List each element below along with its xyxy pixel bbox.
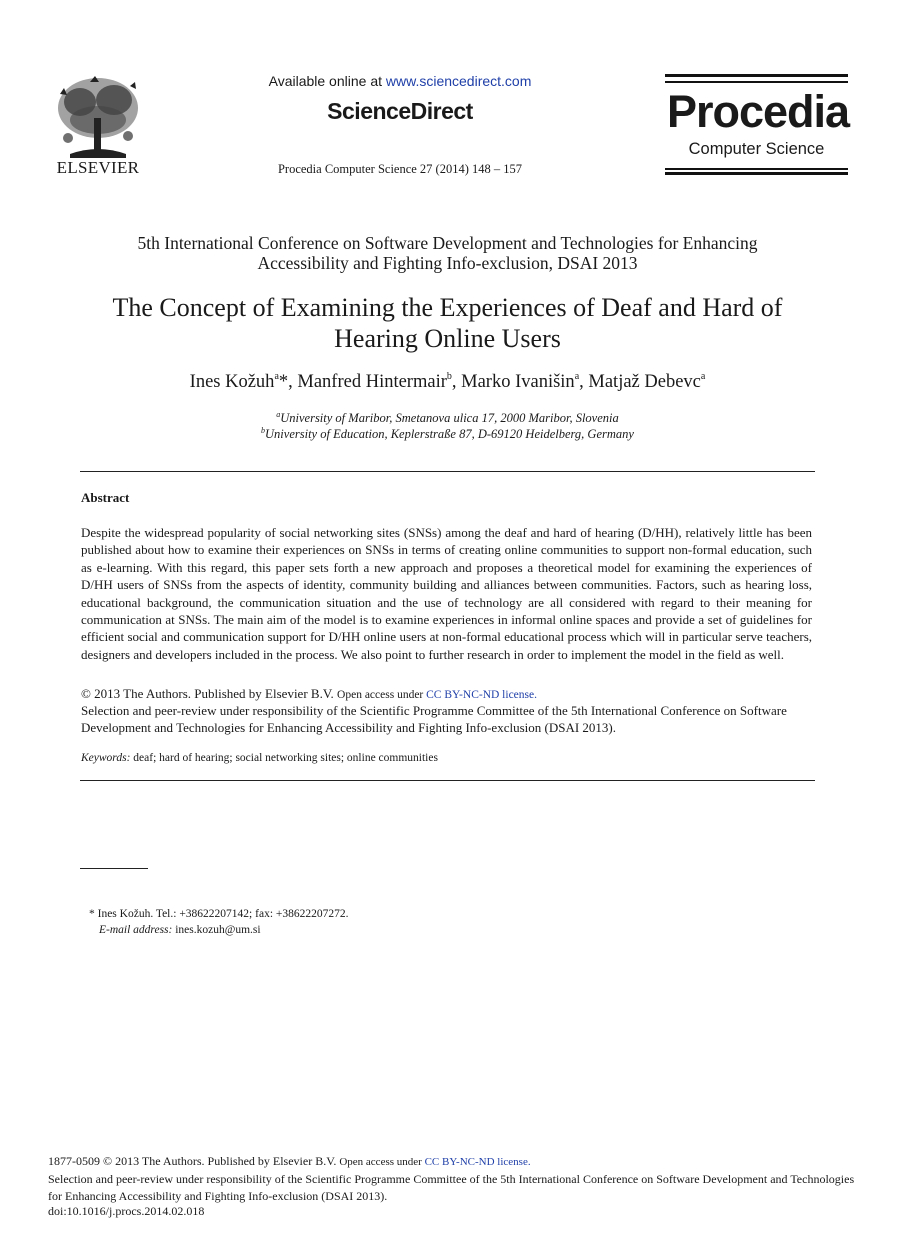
email-label: E-mail address: [99, 924, 173, 936]
author-name: Matjaž Debevc [588, 372, 701, 392]
author-name: Manfred Hintermair [297, 372, 447, 392]
procedia-logo: Procedia [666, 86, 850, 137]
issn-text: 1877-0509 © 2013 The Authors. Published by Elsevier B.V. [48, 1154, 340, 1168]
paper-title [70, 292, 825, 354]
conference-name [80, 233, 815, 273]
keywords-text: deaf; hard of hearing; social networking sites; online communities [130, 752, 438, 764]
copyright-text: © 2013 The Authors. Published by Elsevier B.V. [81, 686, 338, 701]
affiliation-a [70, 410, 825, 426]
elsevier-wordmark: ELSEVIER [56, 158, 140, 177]
procedia-subtitle: Computer Science [688, 140, 825, 158]
email-address[interactable]: ines.kozuh@um.si [172, 924, 261, 936]
author-separator: , [579, 372, 589, 392]
sciencedirect-link[interactable]: www.sciencedirect.com [385, 73, 532, 89]
affiliation-b [70, 426, 825, 442]
title-line-1: The Concept of Examining the Experiences of Deaf and Hard of [112, 293, 783, 322]
footer-peer-review: Selection and peer-review under responsibility of the Scientific Programme Committee of the 5th International Conference on Software Development and Technologies for Enhancing Accessibility and Fighting Info-exclusion (DSAI 2013). [48, 1172, 855, 1203]
sciencedirect-brand: ScienceDirect [327, 98, 473, 124]
title-line-2: Hearing Online Users [334, 324, 561, 353]
procedia-rule-bottom [665, 172, 848, 175]
email-footnote [99, 924, 261, 936]
procedia-rule-top [665, 74, 848, 77]
footer-issn-line [48, 1154, 858, 1169]
affil-text: University of Maribor, Smetanova ulica 17, 2000 Maribor, Slovenia [280, 411, 619, 425]
procedia-rule-top-thin [665, 81, 848, 83]
author-name: Ines Kožuh [189, 372, 275, 392]
author-name: Marko Ivanišin [461, 372, 575, 392]
affil-mark: b [261, 426, 266, 435]
conference-line-1: 5th International Conference on Software Development and Technologies for Enhancing [137, 233, 758, 253]
author-list [70, 371, 825, 393]
license-link[interactable]: CC BY-NC-ND license. [426, 689, 537, 701]
author-affil-mark: a [274, 371, 279, 382]
peer-review-statement: Selection and peer-review under responsibility of the Scientific Programme Committee of the 5th International Conference on Software Development and Technologies for Enhancing Accessibility and Fighting Info-exclusion (DSAI 2013). [81, 703, 787, 735]
abstract-heading: Abstract [81, 490, 130, 505]
conference-line-2: Accessibility and Fighting Info-exclusion, DSAI 2013 [257, 253, 638, 273]
open-access-text: Open access under [337, 689, 427, 701]
author-affil-mark: a [700, 371, 706, 382]
available-prefix: Available online at [268, 73, 386, 89]
author-affil-mark: a [574, 371, 580, 382]
doi[interactable]: doi:10.1016/j.procs.2014.02.018 [48, 1204, 205, 1218]
available-online-line [150, 73, 650, 89]
corresponding-author-footnote: * Ines Kožuh. Tel.: +38622207142; fax: +38622207272. [89, 908, 349, 920]
keywords [81, 752, 816, 764]
keywords-label: Keywords: [81, 752, 131, 764]
affil-mark: a [276, 410, 281, 419]
journal-citation: Procedia Computer Science 27 (2014) 148 – 157 [277, 162, 523, 176]
affil-text: University of Education, Keplerstraße 87, D-69120 Heidelberg, Germany [265, 427, 634, 441]
author-separator: , [451, 372, 462, 392]
footer-license-link[interactable]: CC BY-NC-ND license. [424, 1156, 531, 1168]
footer-open-access: Open access under [339, 1156, 425, 1168]
footnote-rule [80, 868, 148, 869]
author-separator: *, [278, 372, 298, 392]
procedia-rule-bottom-thin [665, 168, 848, 170]
abstract-body: Despite the widespread popularity of social networking sites (SNSs) among the deaf and hard of hearing (D/HH), relatively little has been published about how to examine their experiences on SNSs in terms of creating online communities to support non-formal education, such as e-learning. With this regard, this paper sets forth a new approach and proposes a theoretical model for examining the experiences of D/HH users of SNSs from the aspects of identity, community building and alliances between communities. Factors, such as hearing loss, educational background, the communication situation and the use of technology are all considered with regard to their meaning for communication at SNSs. The main aim of the model is to examine experiences in informal online spaces and provide a set of guidelines for efficient social and communication support for D/HH online users at non-formal educational process which will in particular serve teachers, designers and developers included in the process. We also point to further research in order to implement the model in the field as well. [81, 525, 812, 662]
divider-top [80, 471, 815, 472]
author-affil-mark: b [446, 371, 452, 382]
divider-bottom [80, 780, 815, 781]
